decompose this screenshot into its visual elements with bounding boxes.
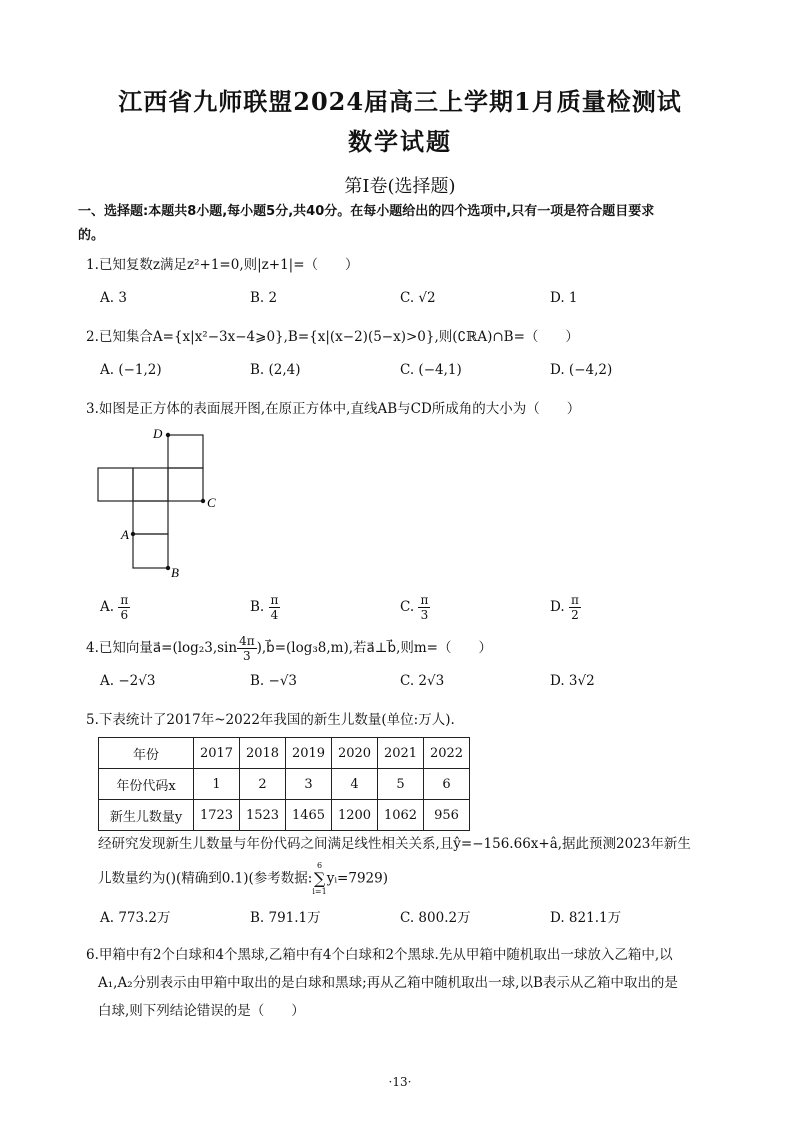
exam-title: 江西省九师联盟2024届高三上学期1月质量检测试 — [118, 87, 682, 116]
q3-option-b[interactable]: B. $\frac{\pi}{4}$ — [250, 593, 279, 622]
q4-option-b[interactable]: B. −√3 — [250, 673, 298, 689]
point-c — [201, 499, 205, 503]
point-d — [166, 433, 170, 437]
table-cell: 1465 — [286, 800, 332, 831]
net-square — [133, 501, 168, 534]
q3-option-c[interactable]: C. $\frac{\pi}{3}$ — [400, 593, 429, 622]
q6-line2: A₁,A₂分别表示由甲箱中取出的是白球和黑球;再从乙箱中随机取出一球,以B表示从乙箱中取出的是 — [98, 975, 678, 991]
table-cell: 4 — [332, 769, 378, 800]
point-b — [166, 566, 170, 570]
q4-option-a[interactable]: A. −2√3 — [100, 673, 156, 689]
q2-option-c[interactable]: C. (−4,1) — [400, 362, 462, 378]
q5-option-d[interactable]: D. 821.1万 — [550, 910, 622, 926]
net-square — [98, 468, 133, 501]
instructions-line1: 一、选择题:本题共8小题,每小题5分,共40分。在每小题给出的四个选项中,只有一项是符合题目要求 — [78, 204, 655, 219]
table-cell: 1523 — [240, 800, 286, 831]
table-cell: 新生儿数量y — [99, 800, 194, 831]
q3-option-d[interactable]: D. $\frac{\pi}{2}$ — [550, 593, 579, 622]
q4-option-c[interactable]: C. 2√3 — [400, 673, 445, 689]
table-cell: 1200 — [332, 800, 378, 831]
q5-text-line1: 经研究发现新生儿数量与年份代码之间满足线性相关关系,且ŷ=−156.66x+â,据此预测2023年新生 — [98, 836, 691, 852]
page-number: ·13· — [388, 1075, 412, 1089]
q5-option-c[interactable]: C. 800.2万 — [400, 910, 471, 926]
q5-text-line2: 儿数量约为()(精确到0.1)(参考数据: 6 ∑ i=1 yᵢ=7929) — [98, 861, 388, 896]
label-a: A — [121, 527, 129, 542]
net-square — [133, 468, 168, 501]
net-square — [168, 468, 203, 501]
table-cell: 2019 — [286, 738, 332, 769]
net-square — [133, 534, 168, 568]
table-cell: 2021 — [378, 738, 424, 769]
q6-line1: 6.甲箱中有2个白球和4个黑球,乙箱中有4个白球和2个黑球.先从甲箱中随机取出一球放入乙箱中,以 — [86, 947, 673, 963]
table-cell: 6 — [424, 769, 470, 800]
newborn-table — [98, 737, 470, 831]
q2-stem: 2.已知集合A={x|x²−3x−4⩾0},B={x|(x−2)(5−x)>0},则(∁ℝA)∩B=（ ） — [86, 329, 579, 345]
q2-option-a[interactable]: A. (−1,2) — [100, 362, 162, 378]
table-cell: 956 — [424, 800, 470, 831]
q3-stem: 3.如图是正方体的表面展开图,在原正方体中,直线AB与CD所成角的大小为（ ） — [86, 401, 581, 417]
label-c: C — [207, 495, 216, 510]
table-cell: 5 — [378, 769, 424, 800]
q1-option-d[interactable]: D. 1 — [550, 290, 578, 306]
table-cell: 3 — [286, 769, 332, 800]
q5-option-b[interactable]: B. 791.1万 — [250, 910, 321, 926]
section-title: 第Ⅰ卷(选择题) — [344, 176, 456, 197]
table-row — [99, 738, 470, 769]
table-cell: 2022 — [424, 738, 470, 769]
q4-stem: 4.已知向量a⃗=(log₂3,sin $\frac{4\pi}{3}$ ),b⃗=(log₃8,m),若a⃗⊥b⃗,则m=（ ） — [86, 634, 492, 663]
point-a — [131, 532, 135, 536]
table-row — [99, 800, 470, 831]
q1-option-c[interactable]: C. √2 — [400, 290, 436, 306]
q3-option-a[interactable]: A. $\frac{\pi}{6}$ — [100, 593, 129, 622]
table-cell: 1723 — [194, 800, 240, 831]
label-b: B — [171, 565, 179, 580]
table-cell: 2020 — [332, 738, 378, 769]
table-cell: 年份 — [99, 738, 194, 769]
instructions-line2: 的。 — [78, 228, 105, 243]
table-cell: 2018 — [240, 738, 286, 769]
q5-option-a[interactable]: A. 773.2万 — [100, 910, 171, 926]
label-d: D — [153, 426, 163, 441]
net-square — [168, 435, 203, 468]
exam-subject: 数学试题 — [348, 127, 452, 156]
q6-line3: 白球,则下列结论错误的是（ ） — [98, 1003, 305, 1019]
table-cell: 2017 — [194, 738, 240, 769]
cube-net-figure — [96, 425, 226, 580]
table-cell: 年份代码x — [99, 769, 194, 800]
q2-option-b[interactable]: B. (2,4) — [250, 362, 301, 378]
q5-stem: 5.下表统计了2017年~2022年我国的新生儿数量(单位:万人). — [86, 712, 455, 728]
table-cell: 2 — [240, 769, 286, 800]
table-row — [99, 769, 470, 800]
q4-option-d[interactable]: D. 3√2 — [550, 673, 595, 689]
table-cell: 1062 — [378, 800, 424, 831]
q2-option-d[interactable]: D. (−4,2) — [550, 362, 613, 378]
q1-stem: 1.已知复数z满足z²+1=0,则|z+1|=（ ） — [86, 257, 359, 273]
table-cell: 1 — [194, 769, 240, 800]
q1-option-b[interactable]: B. 2 — [250, 290, 278, 306]
q1-option-a[interactable]: A. 3 — [100, 290, 127, 306]
